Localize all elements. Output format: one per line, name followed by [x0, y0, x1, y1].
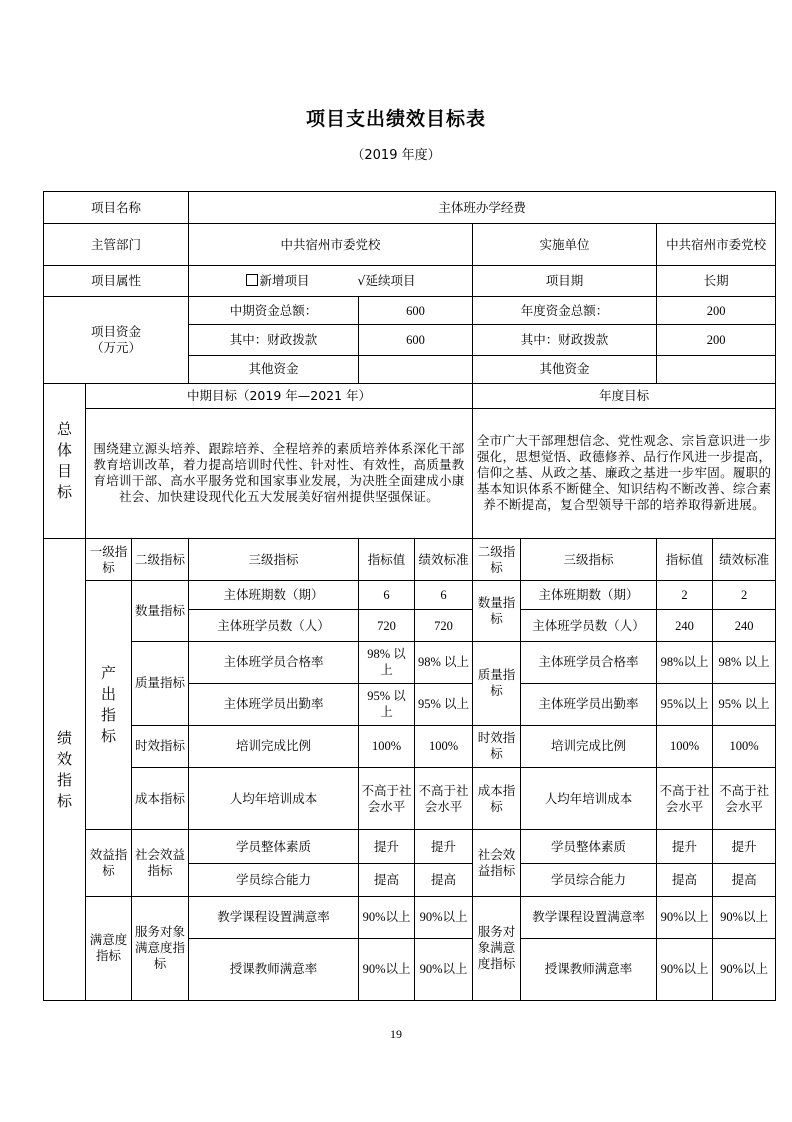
service-label: 服务对象满意度指标: [132, 896, 189, 1001]
year-other-value: [657, 355, 776, 383]
year-indicator-name: 学员综合能力: [521, 864, 657, 896]
year-fiscal-label: 其中：财政拨款: [473, 325, 657, 355]
cost-label: 成本指标: [132, 768, 189, 830]
quality-label-year: 质量指标: [473, 641, 521, 725]
mid-indicator-name: 主体班期数（期）: [189, 581, 359, 610]
mid-other-value: [359, 355, 473, 383]
year-indicator-name: 主体班学员合格率: [521, 641, 657, 683]
mid-indicator-standard: 提升: [415, 830, 473, 864]
mid-total-value: 600: [359, 297, 473, 325]
service-label-year: 服务对象满意度指标: [473, 896, 521, 1001]
mid-indicator-standard: 90%以上: [415, 938, 473, 1000]
header-level3: 三级指标: [189, 539, 359, 581]
social-label: 社会效益指标: [132, 830, 189, 896]
quantity-label-year: 数量指标: [473, 581, 521, 641]
mid-indicator-standard: 不高于社会水平: [415, 768, 473, 830]
indicators-label: 绩效指标: [56, 728, 72, 810]
mid-indicator-value: 不高于社会水平: [359, 768, 415, 830]
year-indicator-name: 主体班期数（期）: [521, 581, 657, 610]
time-label-year: 时效指标: [473, 725, 521, 767]
year-indicator-standard: 95% 以上: [713, 683, 776, 725]
mid-indicator-value: 720: [359, 610, 415, 641]
mid-indicator-value: 6: [359, 581, 415, 610]
mid-indicator-value: 95% 以上: [359, 683, 415, 725]
header-value-year: 指标值: [657, 539, 713, 581]
header-level3-year: 三级指标: [521, 539, 657, 581]
output-label-cell: [86, 581, 132, 830]
year-indicator-name: 培训完成比例: [521, 725, 657, 767]
mid-indicator-name: 学员整体素质: [189, 830, 359, 864]
year-indicator-name: 主体班学员数（人）: [521, 610, 657, 641]
year-indicator-name: 主体班学员出勤率: [521, 683, 657, 725]
mid-indicator-standard: 90%以上: [415, 896, 473, 938]
year-goal-text: 全市广大干部理想信念、党性观念、宗旨意识进一步强化，思想觉悟、政德修养、品行作风进一步提高，信仰之基、从政之基、廉政之基进一步牢固。履职的基本知识体系不断健全、知识结构不断改善、综合素养不断提高，复合型领导干部的培养取得新进展。: [473, 408, 776, 538]
year-indicator-name: 授课教师满意率: [521, 938, 657, 1000]
page-subtitle: （2019 年度）: [351, 148, 441, 163]
mid-indicator-value: 提高: [359, 864, 415, 896]
funds-label: 项目资金: [91, 324, 142, 340]
year-indicator-value: 不高于社会水平: [657, 768, 713, 830]
attr-label: 项目属性: [44, 266, 189, 297]
year-other-label: 其他资金: [473, 355, 657, 383]
year-indicator-value: 95%以上: [657, 683, 713, 725]
mid-indicator-name: 主体班学员合格率: [189, 641, 359, 683]
year-indicator-value: 提高: [657, 864, 713, 896]
period-value: 长期: [657, 266, 776, 297]
overall-goals-label: 总体目标: [56, 419, 72, 501]
performance-table: [43, 191, 776, 1001]
page-title: 项目支出绩效目标表: [305, 108, 486, 130]
mid-goal-header: 中期目标（2019 年—2021 年）: [86, 383, 473, 408]
checkbox-new-project: [246, 274, 258, 286]
quality-label: 质量指标: [132, 641, 189, 725]
year-indicator-value: 提升: [657, 830, 713, 864]
mid-indicator-value: 90%以上: [359, 938, 415, 1000]
impl-value: 中共宿州市委党校: [657, 224, 776, 266]
mid-indicator-value: 98% 以上: [359, 641, 415, 683]
year-indicator-value: 90%以上: [657, 896, 713, 938]
attr-cont-text: √延续项目: [357, 273, 416, 289]
mid-fiscal-value: 600: [359, 325, 473, 355]
year-indicator-value: 2: [657, 581, 713, 610]
mid-goal-text: 围绕建立源头培养、跟踪培养、全程培养的素质培养体系深化干部教育培训改革，着力提高培训时代性、针对性、有效性，高质量教育培训干部、高水平服务党和国家事业发展，为决胜全面建成小康社会、加快建设现代化五大发展美好宿州提供坚强保证。: [86, 408, 473, 538]
mid-indicator-standard: 100%: [415, 725, 473, 767]
impl-label: 实施单位: [473, 224, 657, 266]
mid-indicator-value: 提升: [359, 830, 415, 864]
output-label: 产出指标: [100, 664, 116, 746]
header-level2-year: 二级指标: [473, 539, 521, 581]
time-label: 时效指标: [132, 725, 189, 767]
year-indicator-value: 90%以上: [657, 938, 713, 1000]
year-indicator-standard: 2: [713, 581, 776, 610]
funds-unit: （万元）: [91, 340, 142, 356]
year-indicator-standard: 100%: [713, 725, 776, 767]
project-name-value: 主体班办学经费: [189, 192, 776, 224]
mid-indicator-standard: 95% 以上: [415, 683, 473, 725]
year-indicator-name: 学员整体素质: [521, 830, 657, 864]
project-name-label: 项目名称: [44, 192, 189, 224]
mid-indicator-value: 100%: [359, 725, 415, 767]
mid-total-label: 中期资金总额：: [189, 297, 359, 325]
attr-new-text: 新增项目: [259, 273, 310, 289]
social-label-year: 社会效益指标: [473, 830, 521, 896]
satisfaction-label: 满意度指标: [86, 896, 132, 1001]
mid-indicator-standard: 6: [415, 581, 473, 610]
header-standard-year: 绩效标准: [713, 539, 776, 581]
header-level1: 一级指标: [86, 539, 132, 581]
page-number: 19: [390, 1027, 402, 1041]
mid-indicator-name: 学员综合能力: [189, 864, 359, 896]
year-indicator-name: 人均年培训成本: [521, 768, 657, 830]
year-indicator-standard: 不高于社会水平: [713, 768, 776, 830]
year-indicator-standard: 90%以上: [713, 938, 776, 1000]
mid-fiscal-label: 其中：财政拨款: [189, 325, 359, 355]
year-fiscal-value: 200: [657, 325, 776, 355]
year-total-value: 200: [657, 297, 776, 325]
year-indicator-value: 98%以上: [657, 641, 713, 683]
mid-indicator-name: 授课教师满意率: [189, 938, 359, 1000]
mid-indicator-standard: 720: [415, 610, 473, 641]
attr-options: [189, 266, 473, 297]
year-indicator-standard: 提升: [713, 830, 776, 864]
period-label: 项目期: [473, 266, 657, 297]
mid-indicator-name: 培训完成比例: [189, 725, 359, 767]
mid-indicator-standard: 98% 以上: [415, 641, 473, 683]
year-indicator-standard: 240: [713, 610, 776, 641]
mid-other-label: 其他资金: [189, 355, 359, 383]
year-total-label: 年度资金总额：: [473, 297, 657, 325]
mid-indicator-name: 教学课程设置满意率: [189, 896, 359, 938]
year-indicator-standard: 98% 以上: [713, 641, 776, 683]
mid-indicator-name: 人均年培训成本: [189, 768, 359, 830]
year-indicator-value: 240: [657, 610, 713, 641]
overall-goals-label-cell: [44, 383, 86, 539]
dept-value: 中共宿州市委党校: [189, 224, 473, 266]
header-value: 指标值: [359, 539, 415, 581]
mid-indicator-standard: 提高: [415, 864, 473, 896]
mid-indicator-value: 90%以上: [359, 896, 415, 938]
quantity-label: 数量指标: [132, 581, 189, 641]
header-standard: 绩效标准: [415, 539, 473, 581]
year-indicator-standard: 90%以上: [713, 896, 776, 938]
benefit-label: 效益指标: [86, 830, 132, 896]
header-level2: 二级指标: [132, 539, 189, 581]
year-indicator-standard: 提高: [713, 864, 776, 896]
indicators-label-cell: [44, 539, 86, 1001]
year-indicator-name: 教学课程设置满意率: [521, 896, 657, 938]
mid-indicator-name: 主体班学员出勤率: [189, 683, 359, 725]
cost-label-year: 成本指标: [473, 768, 521, 830]
year-goal-header: 年度目标: [473, 383, 776, 408]
mid-indicator-name: 主体班学员数（人）: [189, 610, 359, 641]
funds-label-cell: [44, 297, 189, 383]
dept-label: 主管部门: [44, 224, 189, 266]
year-indicator-value: 100%: [657, 725, 713, 767]
